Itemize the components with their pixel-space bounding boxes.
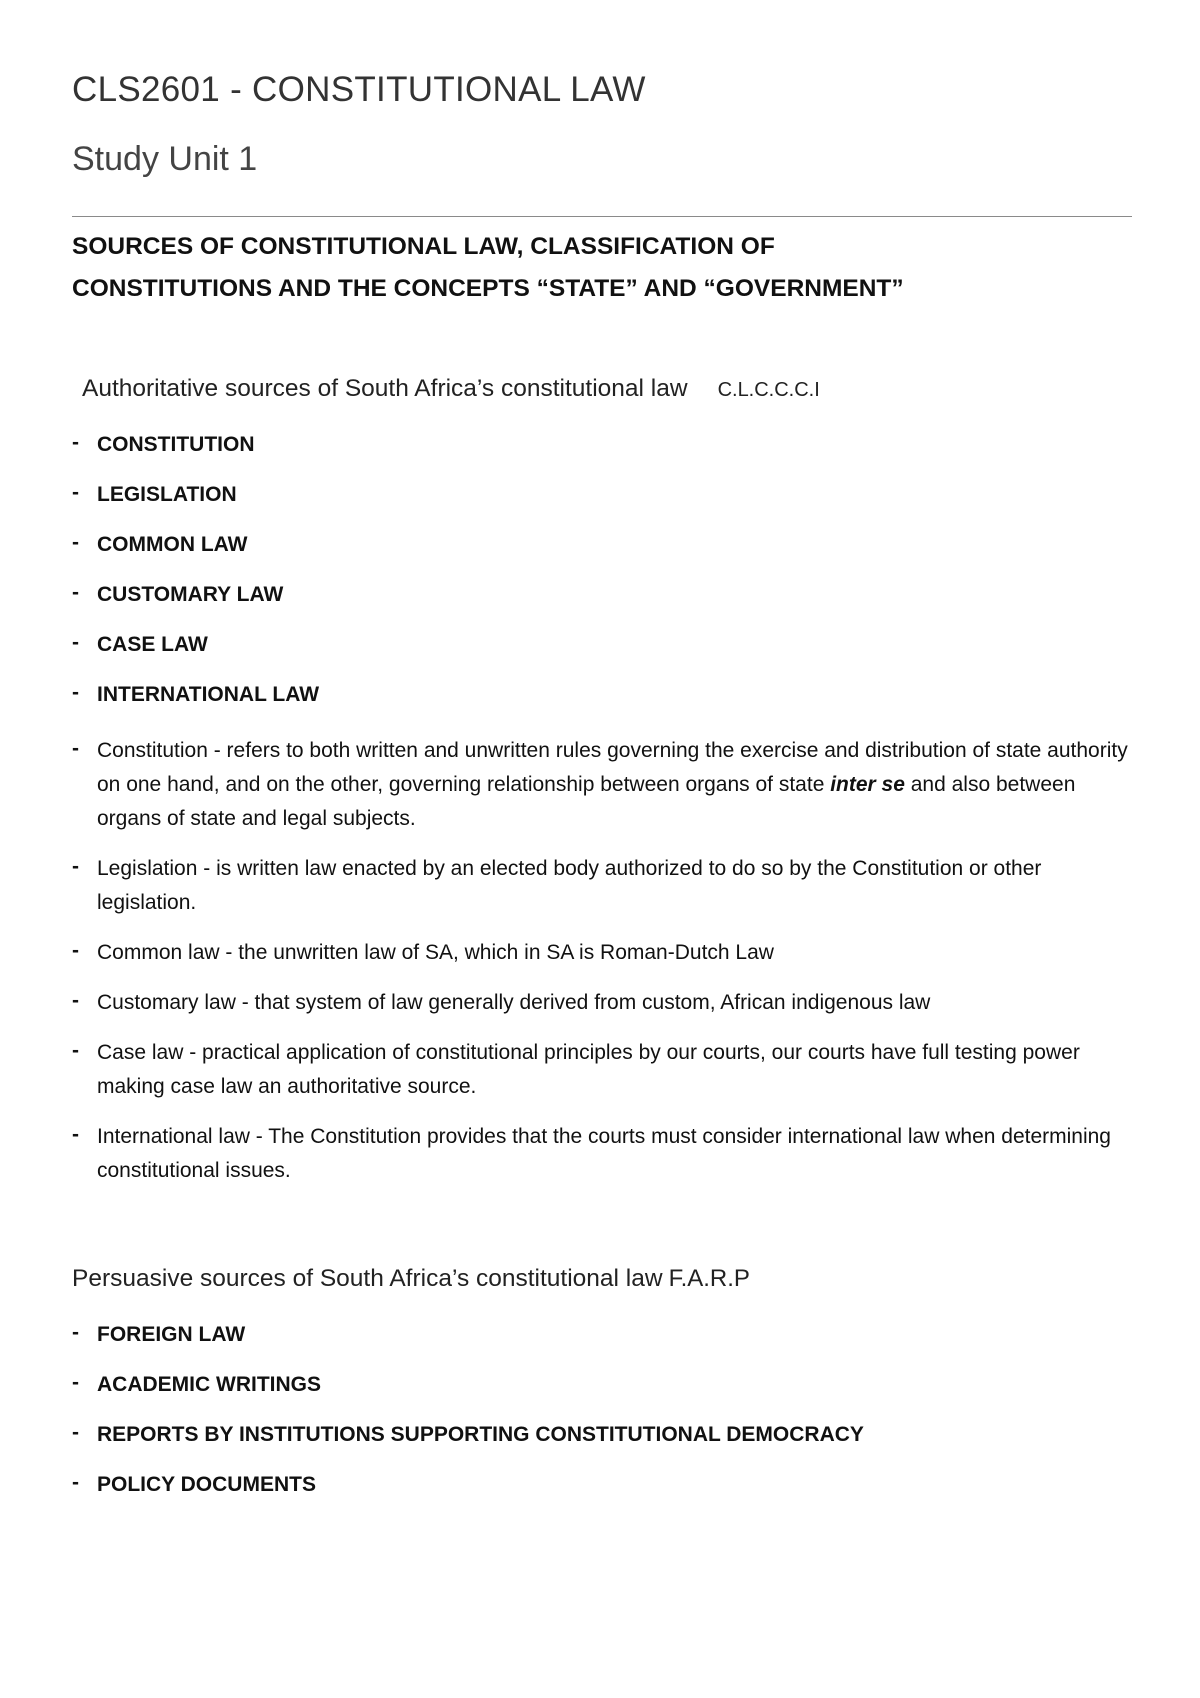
list-item-text: FOREIGN LAW [97, 1323, 246, 1346]
persuasive-sources-list [72, 1318, 1132, 1518]
dash-bullet: - [72, 1321, 79, 1344]
dash-bullet: - [72, 1371, 79, 1394]
document-title: CLS2601 - CONSTITUTIONAL LAW [72, 70, 646, 109]
dash-bullet: - [72, 631, 79, 654]
definition-customary-law [72, 986, 1132, 1020]
dash-bullet: - [72, 481, 79, 504]
list-item [72, 428, 1132, 462]
list-item [72, 1318, 1132, 1352]
definition-case-law [72, 1036, 1132, 1104]
definition-text: International law - The Constitution provides that the courts must consider international law when determining constitutional issues. [97, 1125, 1111, 1182]
authoritative-mnemonic: C.L.C.C.C.I [717, 379, 820, 401]
list-item-text: LEGISLATION [97, 483, 237, 506]
list-item-text: POLICY DOCUMENTS [97, 1473, 316, 1496]
persuasive-mnemonic: F.A.R.P [668, 1265, 750, 1292]
authoritative-sources-list [72, 428, 1132, 728]
definition-legislation [72, 852, 1132, 920]
list-item-text: REPORTS BY INSTITUTIONS SUPPORTING CONSTITUTIONAL DEMOCRACY [97, 1423, 864, 1446]
persuasive-heading-text: Persuasive sources of South Africa’s constitutional law [72, 1265, 663, 1292]
dash-bullet: - [72, 431, 79, 454]
title-divider [72, 216, 1132, 217]
authoritative-heading-text: Authoritative sources of South Africa’s constitutional law [82, 375, 688, 402]
dash-bullet: - [72, 581, 79, 604]
list-item-text: COMMON LAW [97, 533, 248, 556]
unit-heading [72, 226, 1132, 310]
latin-term: inter se [830, 773, 905, 796]
list-item [72, 1368, 1132, 1402]
unit-heading-line-2: CONSTITUTIONS AND THE CONCEPTS “STATE” AND “GOVERNMENT” [72, 275, 904, 302]
list-item-text: INTERNATIONAL LAW [97, 683, 320, 706]
document-subtitle: Study Unit 1 [72, 140, 258, 178]
definition-text: Customary law - that system of law generally derived from custom, African indigenous law [97, 991, 931, 1014]
dash-bullet: - [72, 855, 79, 878]
definitions-list [72, 734, 1132, 1204]
dash-bullet: - [72, 989, 79, 1012]
dash-bullet: - [72, 939, 79, 962]
definition-text: Case law - practical application of constitutional principles by our courts, our courts have full testing power making case law an authoritative source. [97, 1041, 1080, 1098]
unit-heading-line-1: SOURCES OF CONSTITUTIONAL LAW, CLASSIFICATION OF [72, 233, 775, 260]
dash-bullet: - [72, 531, 79, 554]
list-item [72, 478, 1132, 512]
list-item [72, 1468, 1132, 1502]
list-item [72, 578, 1132, 612]
dash-bullet: - [72, 1421, 79, 1444]
list-item-text: ACADEMIC WRITINGS [97, 1373, 321, 1396]
definition-common-law [72, 936, 1132, 970]
list-item-text: CASE LAW [97, 633, 208, 656]
list-item [72, 528, 1132, 562]
authoritative-heading [82, 375, 820, 403]
dash-bullet: - [72, 1123, 79, 1146]
definition-text: Constitution - refers to both written and unwritten rules governing the exercise and distribution of state authority on one hand, and on the other, governing relationship between organs of state [97, 739, 1128, 796]
list-item [72, 628, 1132, 662]
list-item [72, 678, 1132, 712]
dash-bullet: - [72, 737, 79, 760]
definition-international-law [72, 1120, 1132, 1188]
definition-text: Legislation - is written law enacted by an elected body authorized to do so by the Constitution or other legislation. [97, 857, 1042, 914]
dash-bullet: - [72, 681, 79, 704]
definition-text: and also between organs of state and legal subjects. [97, 773, 1076, 830]
list-item-text: CONSTITUTION [97, 433, 255, 456]
dash-bullet: - [72, 1039, 79, 1062]
definition-constitution [72, 734, 1132, 836]
list-item-text: CUSTOMARY LAW [97, 583, 284, 606]
dash-bullet: - [72, 1471, 79, 1494]
definition-text: Common law - the unwritten law of SA, which in SA is Roman-Dutch Law [97, 941, 774, 964]
list-item [72, 1418, 1132, 1452]
persuasive-heading [72, 1265, 750, 1293]
